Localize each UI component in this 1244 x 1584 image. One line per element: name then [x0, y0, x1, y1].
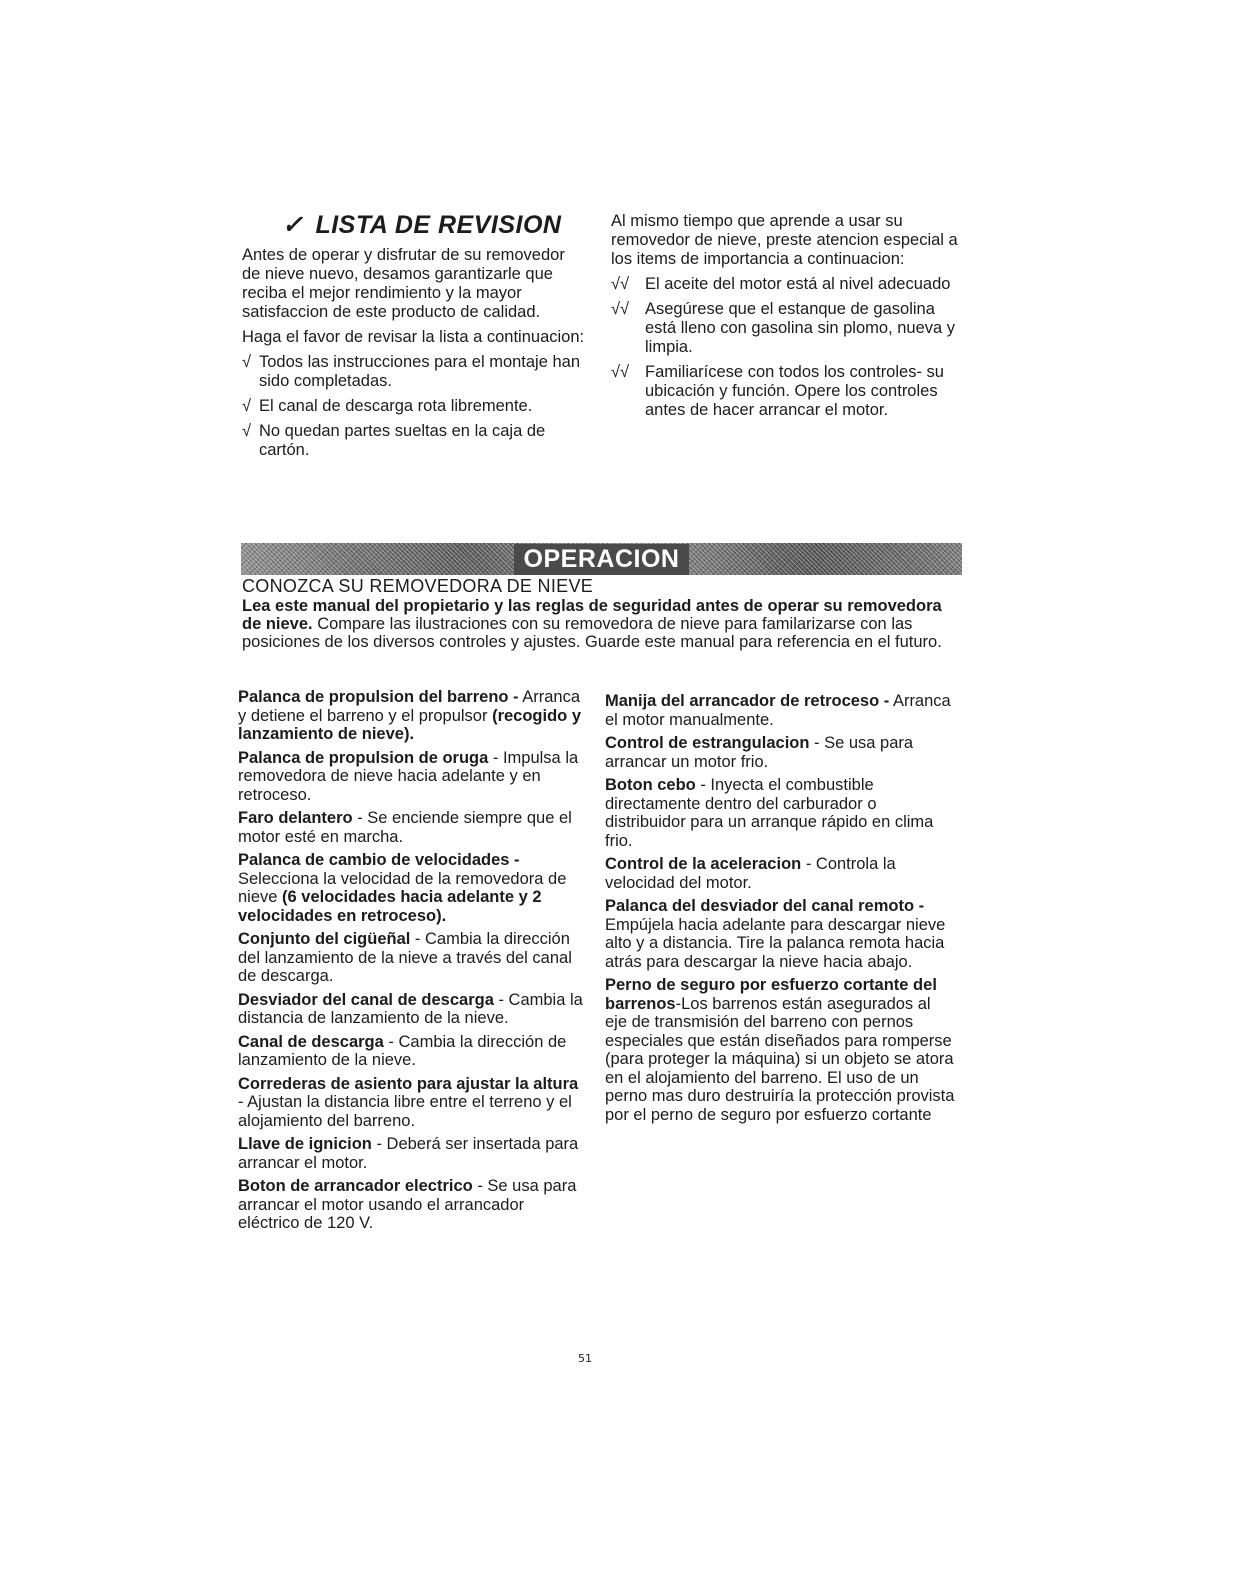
- attention-item-text: Familiarícese con todos los controles- su ubicación y función. Opere los controles antes de hacer arrancar el motor.: [645, 363, 944, 419]
- control-entry: [605, 976, 955, 1124]
- banner-title: OPERACION: [514, 544, 690, 575]
- control-desc: - Cambia la distancia de lanzamiento de la nieve.: [238, 990, 583, 1027]
- control-entry: [238, 1135, 588, 1172]
- checklist-intro: Antes de operar y disfrutar de su removedor de nieve nuevo, desamos garantizarle que reciba el mejor rendimiento y la mayor satisfaccion de este producto de calidad.: [242, 246, 565, 321]
- attention-item: [611, 300, 961, 357]
- control-entry: [605, 692, 955, 729]
- attention-item: [611, 275, 961, 294]
- check-icon: ✓: [282, 211, 304, 239]
- control-desc: - Controla la velocidad del motor.: [605, 855, 896, 892]
- control-term: Canal de descarga: [238, 1032, 384, 1051]
- control-entry: [605, 734, 955, 771]
- control-term: Correderas de asiento para ajustar la altura: [238, 1074, 579, 1093]
- control-entry: [238, 809, 588, 846]
- control-desc: - Se usa para arrancar el motor usando el arrancador eléctrico de 120 V.: [238, 1177, 577, 1232]
- checklist-title: [282, 212, 587, 238]
- control-entry: [238, 851, 588, 925]
- control-entry: [238, 1033, 588, 1070]
- check-icon: √: [242, 422, 252, 440]
- check-icon: √: [242, 397, 252, 415]
- control-term-cont: (recogido y lanzamiento de nieve).: [238, 706, 582, 743]
- control-term: Control de la aceleracion: [605, 855, 802, 873]
- control-desc: - Cambia la dirección de lanzamiento de la nieve.: [238, 1032, 567, 1069]
- control-desc: Empújela hacia adelante para descargar nieve alto y a distancia. Tire la palanca remota hacia atrás para descargar la nieve hacia abajo.: [605, 915, 946, 971]
- control-entry: [238, 688, 588, 744]
- control-term: Palanca de propulsion de oruga: [238, 748, 489, 767]
- section-banner: [241, 543, 962, 575]
- checklist-item-text: No quedan partes sueltas en la caja de cartón.: [259, 422, 546, 459]
- control-desc: - Cambia la dirección del lanzamiento de la nieve a través del canal de descarga.: [238, 930, 572, 985]
- control-desc: Arranca el motor manualmente.: [605, 692, 951, 729]
- checklist-item-text: Todos las instrucciones para el montaje han sido completadas.: [259, 353, 581, 390]
- know-section: [242, 577, 962, 651]
- control-desc: - Se enciende siempre que el motor esté en marcha.: [238, 809, 572, 846]
- control-desc: Selecciona la velocidad de la removedora de nieve: [238, 869, 567, 906]
- attention-item-text: Asegúrese que el estanque de gasolina está lleno con gasolina sin plomo, nueva y limpia.: [645, 300, 956, 356]
- control-term: Perno de seguro por esfuerzo cortante del barrenos: [605, 976, 937, 1013]
- attention-item-text: El aceite del motor está al nivel adecuado: [645, 275, 951, 293]
- control-term: Palanca de cambio de velocidades -: [238, 851, 520, 869]
- controls-left: [238, 688, 588, 1238]
- attention-intro: Al mismo tiempo que aprende a usar su removedor de nieve, preste atencion especial a los items de importancia a continuacion:: [611, 212, 958, 268]
- control-entry: [238, 930, 588, 986]
- checklist-item: [242, 353, 587, 391]
- control-desc: -Los barrenos están asegurados al eje de transmisión del barreno con pernos especiales que están diseñados para romperse (para proteger la máquina) si un objeto se atora en el alojamiento del barreno. El uso de un perno mas duro destruiría la protección provista por el perno de seguro por esfuerzo cortante: [605, 994, 955, 1124]
- checklist-instruction: Haga el favor de revisar la lista a continuacion:: [242, 328, 585, 346]
- control-entry: [238, 1075, 588, 1131]
- control-term: Control de estrangulacion: [605, 734, 810, 752]
- control-desc: - Se usa para arrancar un motor frio.: [605, 734, 914, 771]
- double-check-icon: √√: [611, 300, 630, 318]
- control-term-cont: (6 velocidades hacia adelante y 2 velocidades en retroceso).: [238, 888, 542, 925]
- control-term: Faro delantero: [238, 809, 353, 827]
- control-desc: - Deberá ser insertada para arrancar el motor.: [238, 1135, 579, 1172]
- checklist-item: [242, 397, 587, 416]
- double-check-icon: √√: [611, 363, 630, 381]
- attention-item: [611, 363, 961, 420]
- know-paragraph: [242, 597, 962, 651]
- control-term: Boton cebo: [605, 776, 696, 794]
- control-desc: - Ajustan la distancia libre entre el terreno y el alojamiento del barreno.: [238, 1093, 572, 1130]
- control-entry: [238, 991, 588, 1028]
- know-bold-lead: Lea este manual del propietario y las reglas de seguridad antes de operar su removedora de nieve.: [242, 597, 942, 633]
- control-entry: [605, 776, 955, 850]
- control-term: Manija del arrancador de retroceso -: [605, 692, 890, 710]
- control-desc: Arranca y detiene el barreno y el propulsor: [238, 688, 581, 725]
- control-term: Llave de ignicion: [238, 1135, 372, 1153]
- check-icon: √: [242, 353, 252, 371]
- control-desc: - Impulsa la removedora de nieve hacia adelante y en retroceso.: [238, 748, 579, 804]
- checklist-item-text: El canal de descarga rota libremente.: [259, 397, 533, 415]
- control-entry: [238, 749, 588, 805]
- checklist-item: [242, 422, 587, 460]
- control-entry: [605, 855, 955, 892]
- control-term: Palanca del desviador del canal remoto -: [605, 897, 925, 915]
- page-number: 51: [578, 1352, 592, 1365]
- know-text: Compare las ilustraciones con su removedora de nieve para familarizarse con las posiciones de los diversos controles y ajustes. Guarde este manual para referencia en el futuro.: [242, 615, 942, 651]
- control-term: Boton de arrancador electrico: [238, 1177, 473, 1195]
- know-heading: CONOZCA SU REMOVEDORA DE NIEVE: [242, 576, 594, 596]
- control-term: Palanca de propulsion del barreno -: [238, 688, 519, 706]
- attention-section: [611, 212, 961, 426]
- checklist-section: [242, 212, 587, 466]
- double-check-icon: √√: [611, 275, 630, 293]
- control-term: Desviador del canal de descarga: [238, 990, 494, 1009]
- control-term: Conjunto del cigüeñal: [238, 930, 411, 948]
- control-desc: - Inyecta el combustible directamente dentro del carburador o distribuidor para un arranque rápido en clima frio.: [605, 776, 934, 850]
- controls-right: [605, 692, 955, 1129]
- control-entry: [605, 897, 955, 971]
- checklist-title-text: LISTA DE REVISION: [315, 211, 562, 239]
- control-entry: [238, 1177, 588, 1233]
